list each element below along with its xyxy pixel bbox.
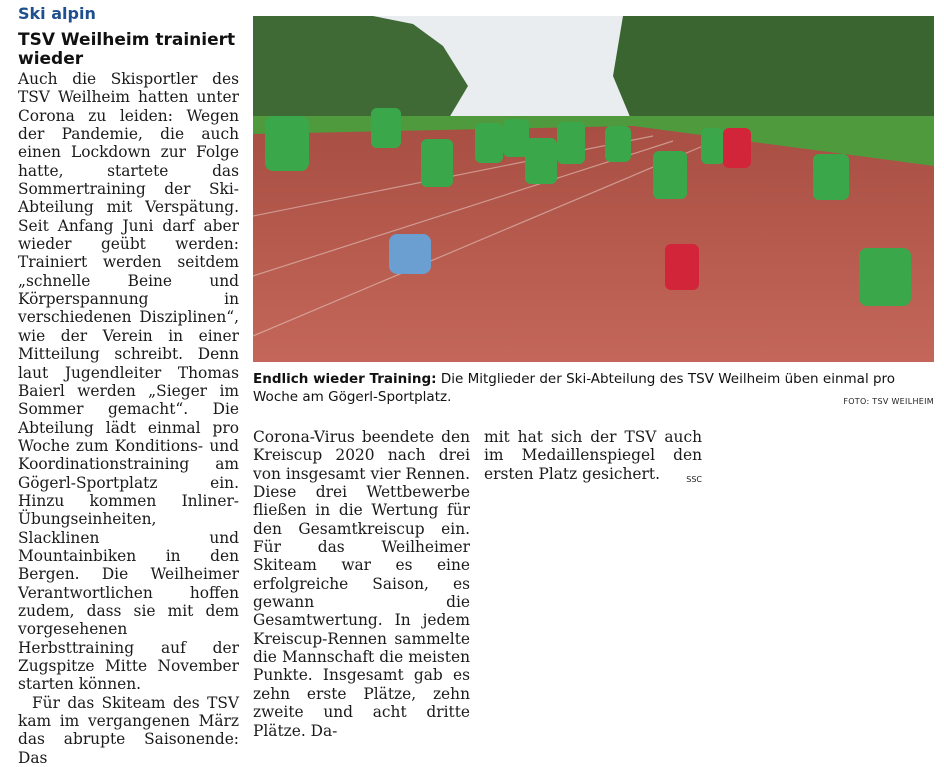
article-column-1 <box>18 70 239 767</box>
article-paragraph-1: Auch die Skisportler des TSV Weilheim hatten unter Corona zu leiden: Wegen der Pandemie, die auch einen Lockdown zur Folge hatte, startete das Sommertraining der Ski-Abteilung mit Verspätung. Seit Anfang Juni darf aber wieder geübt werden: Trainiert werden seitdem „schnelle Beine und Körperspannung in verschiedenen Disziplinen“, wie der Verein in einer Mitteilung schreibt. Denn laut Jugendleiter Thomas Baierl werden „Sieger im Sommer gemacht“. Die Abteilung lädt einmal pro Woche zum Konditions- und Koordinationstraining am Gögerl-Sportplatz ein. Hinzu kommen Inliner-Übungseinheiten, Slacklinen und Mountainbiken in den Bergen. Die Weilheimer Verantwortlichen hoffen zudem, dass sie mit dem vorgesehenen Herbsttraining auf der Zugspitze Mitte November starten können. <box>18 70 239 694</box>
author-signature: SSC <box>686 474 702 484</box>
photo-credit: FOTO: TSV WEILHEIM <box>843 397 934 406</box>
article-paragraph-2-start: Für das Skiteam des TSV kam im vergangenen März das abrupte Saisonende: Das <box>18 693 239 767</box>
section-kicker: Ski alpin <box>18 4 96 23</box>
team-members-blue <box>389 234 431 274</box>
article-paragraph-2-end-text: mit hat sich der TSV auch im Medaillenspiegel den ersten Platz gesichert. <box>484 428 702 483</box>
article-headline: TSV Weilheim trainiert wieder <box>18 30 236 69</box>
caption-text: Die Mitglieder der Ski-Abteilung des TSV Weilheim üben einmal pro Woche am Gögerl-Sportplatz. <box>253 371 896 405</box>
article-paragraph-2-end <box>484 428 702 483</box>
caption-lead: Endlich wieder Training: <box>253 371 437 387</box>
article-paragraph-2-middle: Corona-Virus beendete den Kreiscup 2020 nach drei von insgesamt vier Rennen. Diese drei Wettbewerbe fließen in die Wertung für den Gesamtkreiscup ein. Für das Weilheimer Skiteam war es eine erfolgreiche Saison, es gewann die Gesamtwertung. In jedem Kreiscup-Rennen sammelte die Mannschaft die meisten Punkte. Insgesamt gab es zehn erste Plätze, zehn zweite und acht dritte Plätze. Da- <box>253 428 470 740</box>
team-photo <box>253 16 934 362</box>
photo-caption <box>253 371 934 406</box>
article-column-3 <box>484 428 702 489</box>
article-column-2 <box>253 428 470 740</box>
